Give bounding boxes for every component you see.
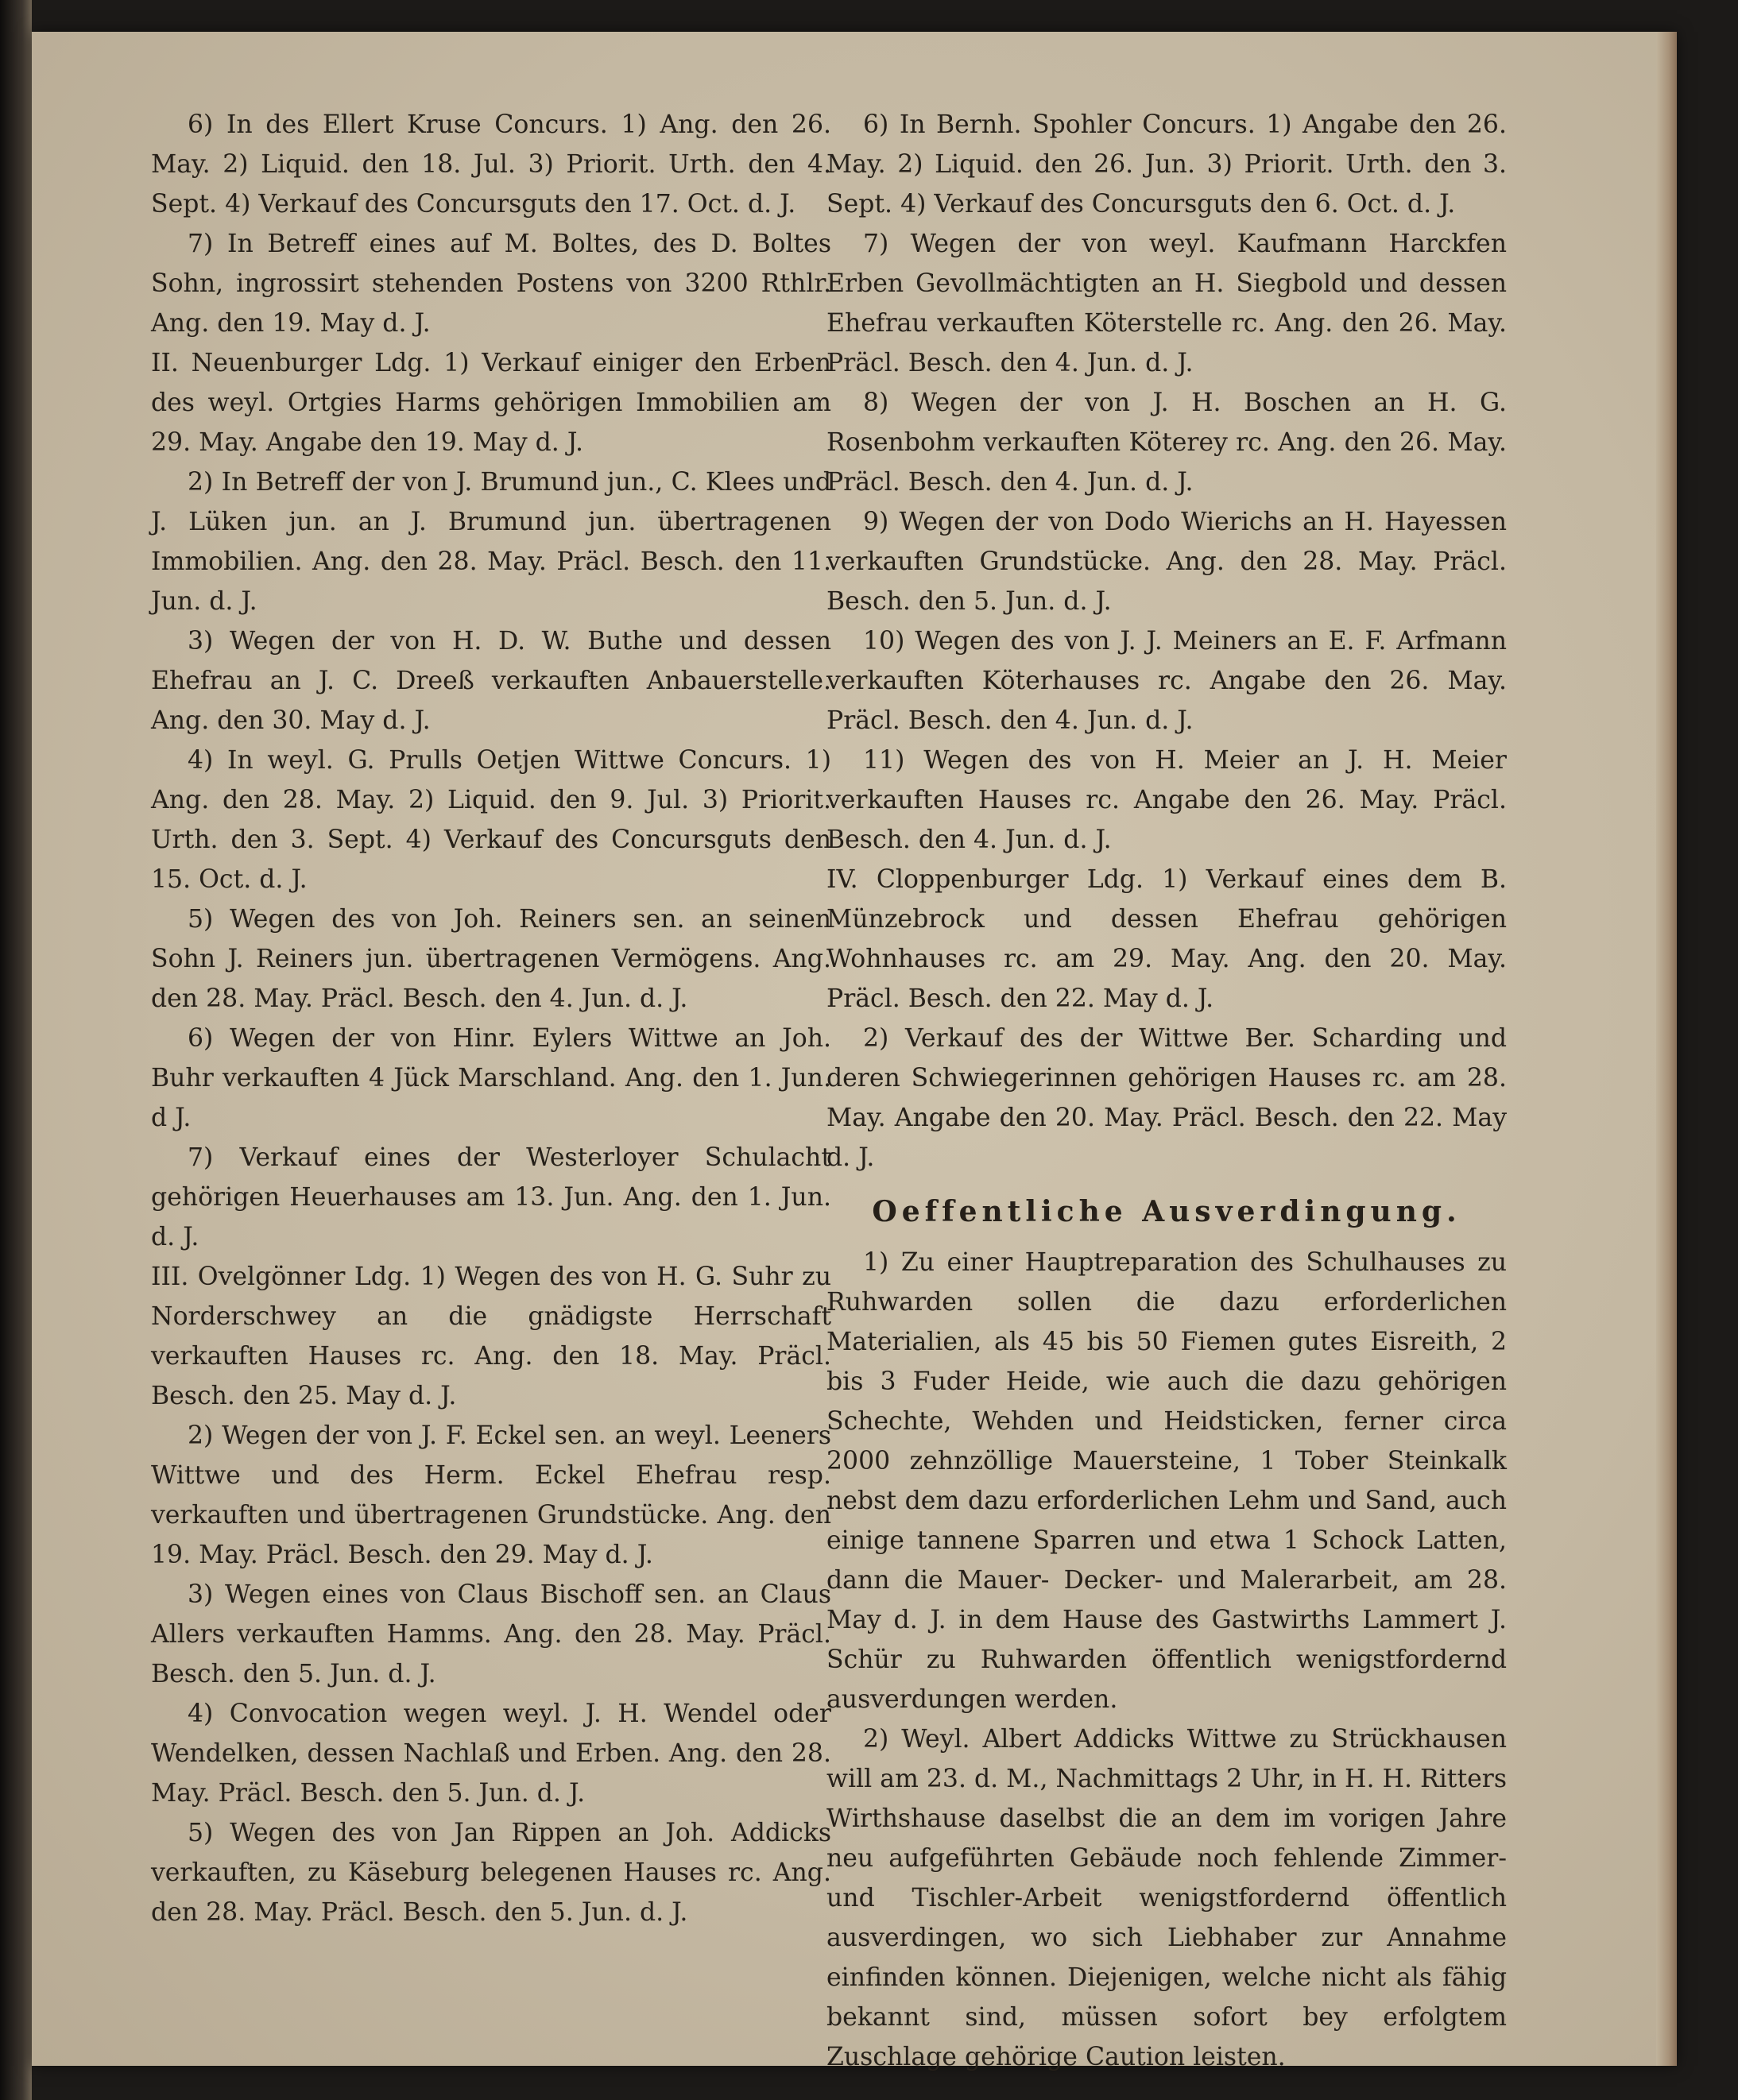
notice-paragraph: 8) Wegen der von J. H. Boschen an H. G. Rosenbohm verkauften Köterey rc. Ang. den 26. May. Präcl. Besch. den 4. Jun. d. J. [826, 389, 1507, 497]
notice-paragraph: III. Ovelgönner Ldg. 1) Wegen des von H. G. Suhr zu Norderschwey an die gnädigste Herrschaft verkauften Hauses rc. Ang. den 18. May. Präcl. Besch. den 25. May d. J. [151, 1263, 831, 1410]
notice-paragraph: 6) Wegen der von Hinr. Eylers Wittwe an Joh. Buhr verkauften 4 Jück Marschland. Ang. den 1. Jun. d J. [151, 1024, 831, 1132]
notice-paragraph: 7) Wegen der von weyl. Kaufmann Harckfen Erben Gevollmächtigten an H. Siegbold und dessen Ehefrau verkauften Köterstelle rc. Ang. den 26. May. Präcl. Besch. den 4. Jun. d. J. [826, 230, 1507, 377]
notice-paragraph: 3) Wegen eines von Claus Bischoff sen. an Claus Allers verkauften Hamms. Ang. den 28. May. Präcl. Besch. den 5. Jun. d. J. [151, 1580, 831, 1688]
notice-paragraph: 2) In Betreff der von J. Brumund jun., C. Klees und J. Lüken jun. an J. Brumund jun. übertragenen Immobilien. Ang. den 28. May. Präcl. Besch. den 11. Jun. d. J. [151, 468, 831, 616]
notice-paragraph: 9) Wegen der von Dodo Wierichs an H. Hayessen verkauften Grundstücke. Ang. den 28. May. Präcl. Besch. den 5. Jun. d. J. [826, 508, 1507, 616]
notice-paragraph: 11) Wegen des von H. Meier an J. H. Meier verkauften Hauses rc. Angabe den 26. May. Präcl. Besch. den 4. Jun. d. J. [826, 746, 1507, 854]
notice-paragraph: 2) Weyl. Albert Addicks Wittwe zu Strückhausen will am 23. d. M., Nachmittags 2 Uhr, in H. H. Ritters Wirthshause daselbst die an dem im vorigen Jahre neu aufgeführten Gebäude noch fehlende Zimmer- und Tischler-Arbeit wenigstfordernd öffentlich ausverdingen, wo sich Liebhaber zur Annahme einfinden können. Diejenigen, welche nicht als fähig bekannt sind, müssen sofort bey erfolgtem Zuschlage gehörige Caution leisten. [826, 1725, 1507, 2071]
left-column [151, 105, 831, 1932]
notice-paragraph: 6) In des Ellert Kruse Concurs. 1) Ang. den 26. May. 2) Liquid. den 18. Jul. 3) Priorit. Urth. den 4. Sept. 4) Verkauf des Concursguts den 17. Oct. d. J. [151, 110, 831, 219]
notice-paragraph: IV. Cloppenburger Ldg. 1) Verkauf eines dem B. Münzebrock und dessen Ehefrau gehörigen Wohnhauses rc. am 29. May. Ang. den 20. May. Präcl. Besch. den 22. May d. J. [826, 865, 1507, 1013]
notice-paragraph: 1) Zu einer Hauptreparation des Schulhauses zu Ruhwarden sollen die dazu erforderlichen Materialien, als 45 bis 50 Fiemen gutes Eisreith, 2 bis 3 Fuder Heide, wie auch die dazu gehörigen Schechte, Wehden und Heidsticken, ferner circa 2000 zehnzöllige Mauersteine, 1 Tober Steinkalk nebst dem dazu erforderlichen Lehm und Sand, auch einige tannene Sparren und etwa 1 Schock Latten, dann die Mauer- Decker- und Malerarbeit, am 28. May d. J. in dem Hause des Gastwirths Lammert J. Schür zu Ruhwarden öffentlich wenigstfordernd ausverdungen werden. [826, 1248, 1507, 1714]
notice-paragraph: II. Neuenburger Ldg. 1) Verkauf einiger den Erben des weyl. Ortgies Harms gehörigen Immobilien am 29. May. Angabe den 19. May d. J. [151, 349, 831, 457]
notice-paragraph: 4) Convocation wegen weyl. J. H. Wendel oder Wendelken, dessen Nachlaß und Erben. Ang. den 28. May. Präcl. Besch. den 5. Jun. d. J. [151, 1700, 831, 1808]
notice-paragraph: 2) Wegen der von J. F. Eckel sen. an weyl. Leeners Wittwe und des Herm. Eckel Ehefrau resp. verkauften und übertragenen Grundstücke. Ang. den 19. May. Präcl. Besch. den 29. May d. J. [151, 1421, 831, 1569]
notice-paragraph: 6) In Bernh. Spohler Concurs. 1) Angabe den 26. May. 2) Liquid. den 26. Jun. 3) Priorit. Urth. den 3. Sept. 4) Verkauf des Concursguts den 6. Oct. d. J. [826, 110, 1507, 219]
notice-paragraph: 3) Wegen der von H. D. W. Buthe und dessen Ehefrau an J. C. Dreeß verkauften Anbauerstelle. Ang. den 30. May d. J. [151, 627, 831, 735]
page-edge [1656, 32, 1677, 2066]
notice-paragraph: 10) Wegen des von J. J. Meiners an E. F. Arfmann verkauften Köterhauses rc. Angabe den 26. May. Präcl. Besch. den 4. Jun. d. J. [826, 627, 1507, 735]
notice-paragraph: 7) In Betreff eines auf M. Boltes, des D. Boltes Sohn, ingrossirt stehenden Postens von 3200 Rthlr. Ang. den 19. May d. J. [151, 230, 831, 338]
right-column [826, 105, 1507, 2077]
right-column-notices [826, 105, 1507, 1178]
notice-paragraph: 5) Wegen des von Joh. Reiners sen. an seinen Sohn J. Reiners jun. übertragenen Vermögens. Ang. den 28. May. Präcl. Besch. den 4. Jun. d. J. [151, 905, 831, 1013]
notice-paragraph: 5) Wegen des von Jan Rippen an Joh. Addicks verkauften, zu Käseburg belegenen Hauses rc. Ang. den 28. May. Präcl. Besch. den 5. Jun. d. J. [151, 1819, 831, 1927]
book-spine-shadow [0, 0, 32, 2100]
notice-paragraph: 2) Verkauf des der Wittwe Ber. Scharding und deren Schwiegerinnen gehörigen Hauses rc. am 28. May. Angabe den 20. May. Präcl. Besch. den 22. May d. J. [826, 1024, 1507, 1172]
section-heading: Oeffentliche Ausverdingung. [872, 1195, 1461, 1228]
right-column-ausverdingung [826, 1243, 1507, 2077]
notice-paragraph: 4) In weyl. G. Prulls Oetjen Wittwe Concurs. 1) Ang. den 28. May. 2) Liquid. den 9. Jul. 3) Priorit. Urth. den 3. Sept. 4) Verkauf des Concursguts den 15. Oct. d. J. [151, 746, 831, 894]
notice-paragraph: 7) Verkauf eines der Westerloyer Schulacht gehörigen Heuerhauses am 13. Jun. Ang. den 1. Jun. d. J. [151, 1143, 831, 1251]
